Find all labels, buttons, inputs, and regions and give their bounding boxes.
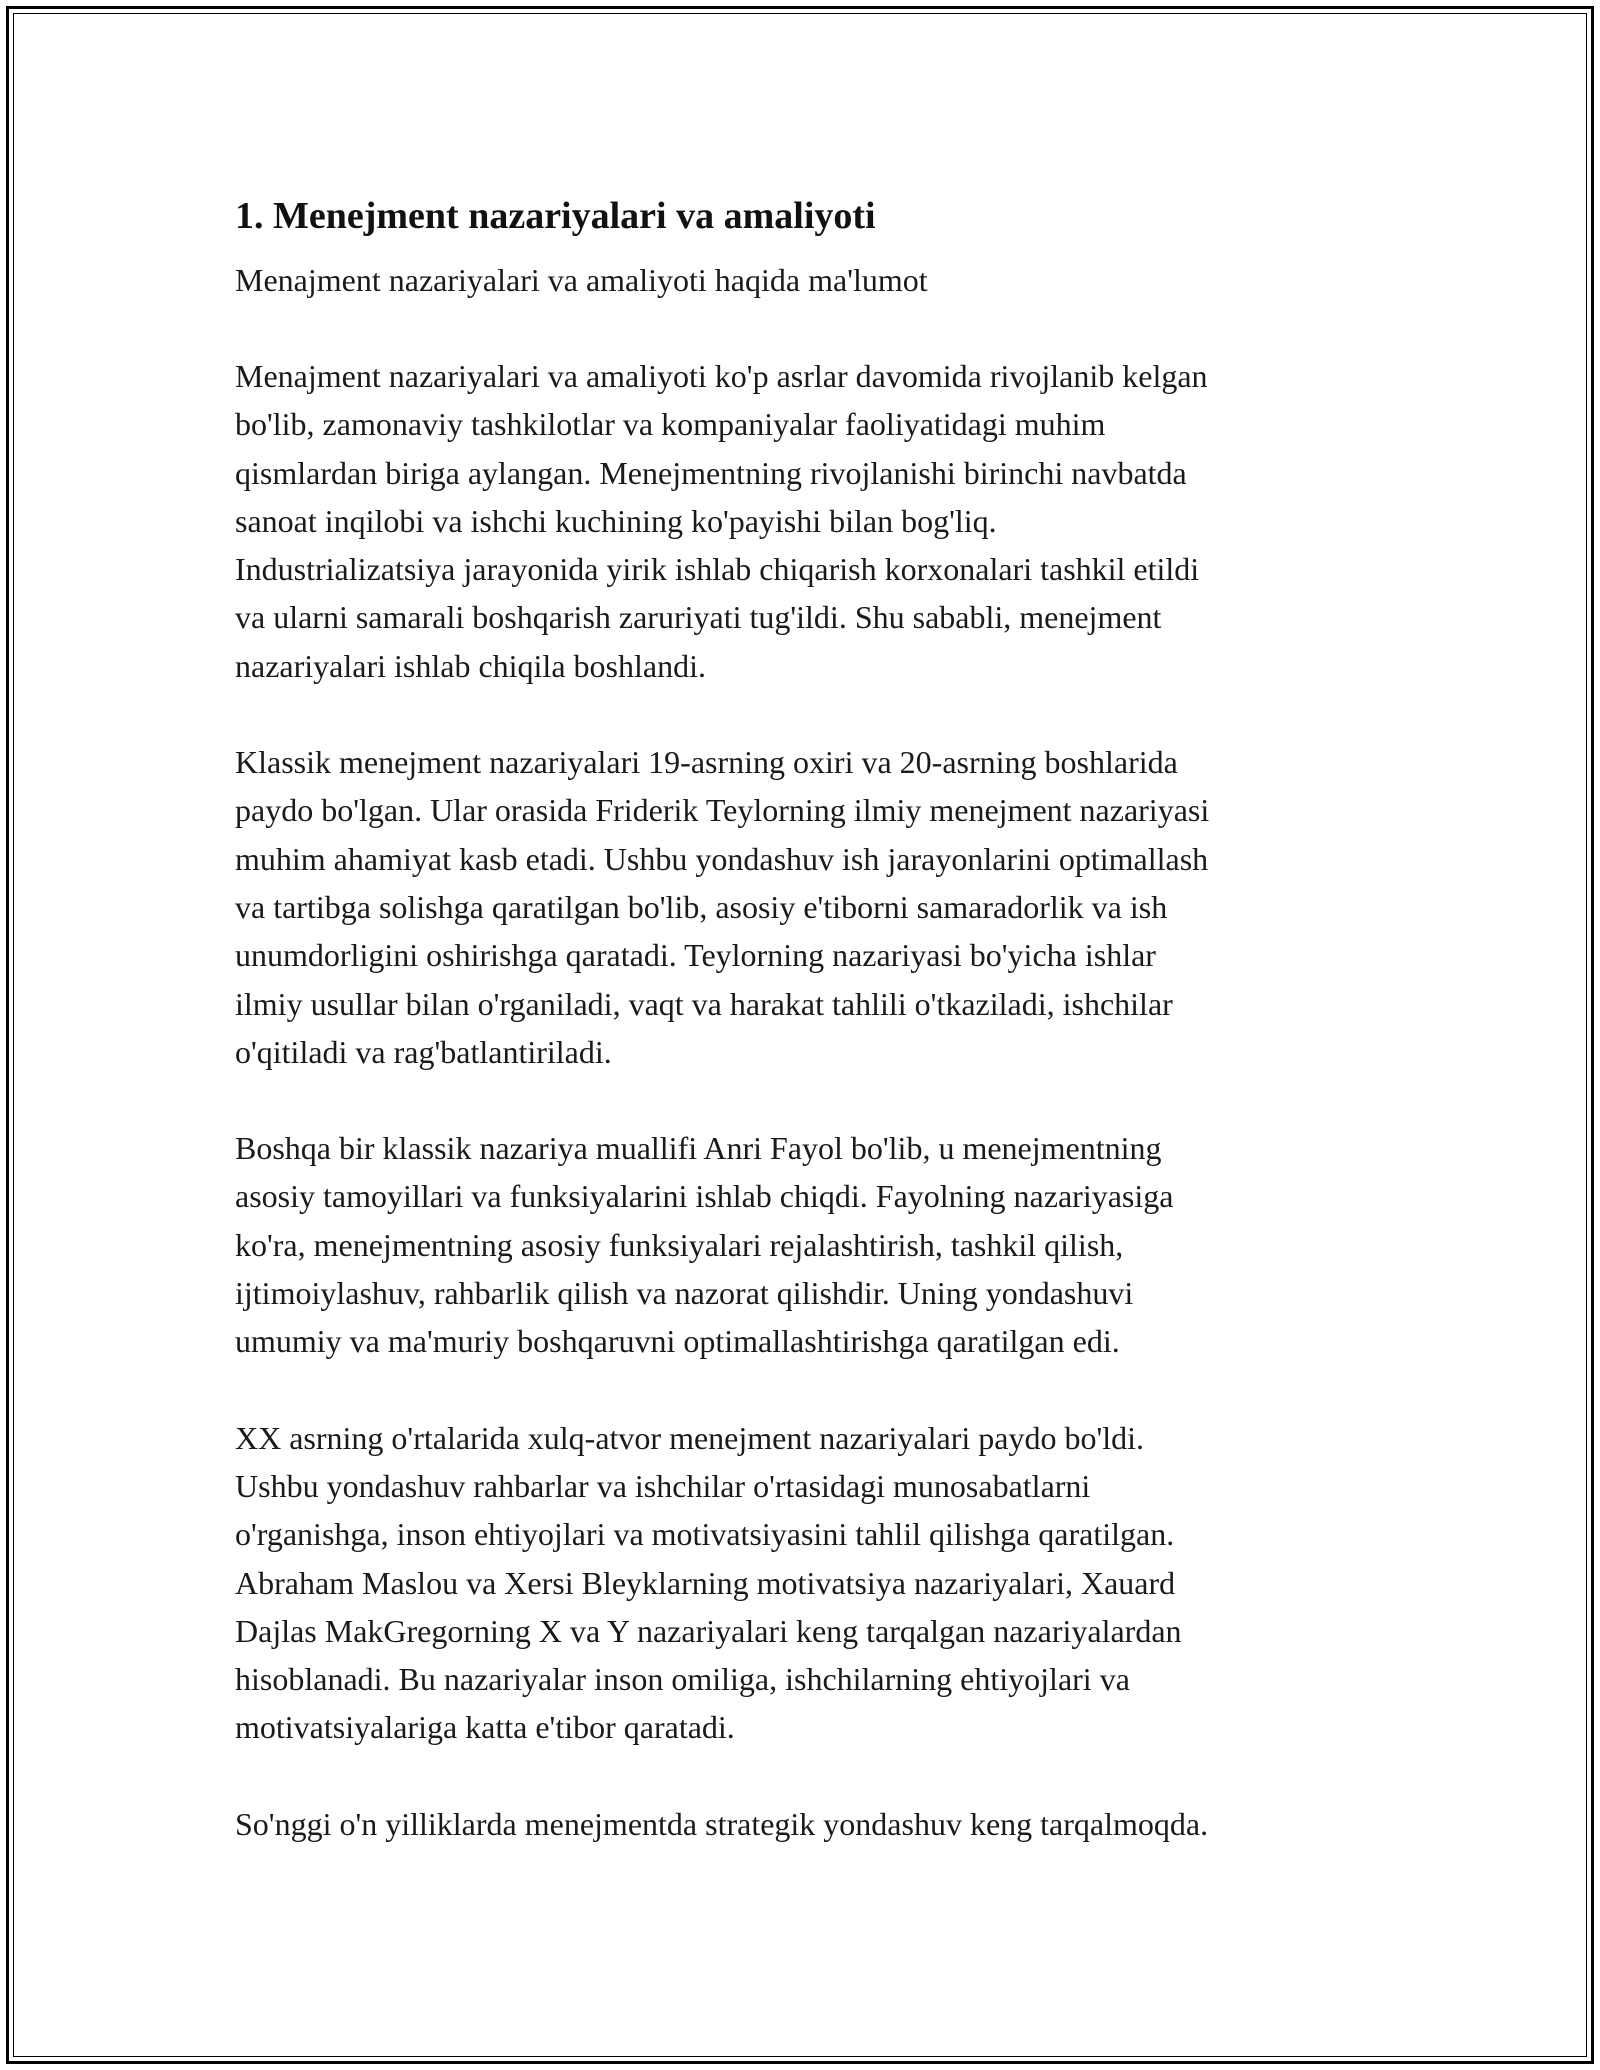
- document-subtitle: Menajment nazariyalari va amaliyoti haqida ma'lumot: [235, 262, 928, 298]
- paragraph-3: Boshqa bir klassik nazariya muallifi Anri Fayol bo'lib, u menejmentning asosiy tamoyillari va funksiyalarini ishlab chiqdi. Fayolning nazariyasiga ko'ra, menejmentning asosiy funksiyalari rejalashtirish, tashkil qilish, ijtimoiylashuv, rahbarlik qilish va nazorat qilishdir. Uning yondashuvi umumiy va ma'muriy boshqaruvni optimallashtirishga qaratilgan edi.: [235, 1130, 1174, 1360]
- paragraph-4: XX asrning o'rtalarida xulq-atvor menejment nazariyalari paydo bo'ldi. Ushbu yondashuv rahbarlar va ishchilar o'rtasidagi munosabatlarni o'rganishga, inson ehtiyojlari va motivatsiyasini tahlil qilishga qaratilgan. Abraham Maslou va Xersi Bleyklarning motivatsiya nazariyalari, Xauard Dajlas MakGregorning X va Y nazariyalari keng tarqalgan nazariyalardan hisoblanadi. Bu nazariyalar inson omiliga, ishchilarning ehtiyojlari va motivatsiyalariga katta e'tibor qaratadi.: [235, 1419, 1182, 1746]
- document-body: [235, 190, 1365, 1848]
- paragraph-1: Menajment nazariyalari va amaliyoti ko'p asrlar davomida rivojlanib kelgan bo'lib, zamonaviy tashkilotlar va kompaniyalar faoliyatidagi muhim qismlardan biriga aylangan. Menejmentning rivojlanishi birinchi navbatda sanoat inqilobi va ishchi kuchining ko'payishi bilan bog'liq. Industrializatsiya jarayonida yirik ishlab chiqarish korxonalari tashkil etildi va ularni samarali boshqarish zaruriyati tug'ildi. Shu sababli, menejment nazariyalari ishlab chiqila boshlandi.: [235, 358, 1208, 684]
- paragraph-5: So'nggi o'n yilliklarda menejmentda strategik yondashuv keng tarqalmoqda.: [235, 1805, 1209, 1842]
- document-title: 1. Menejment nazariyalari va amaliyoti: [235, 195, 876, 237]
- paragraph-2: Klassik menejment nazariyalari 19-asrning oxiri va 20-asrning boshlarida paydo bo'lgan. Ular orasida Friderik Teylorning ilmiy menejment nazariyasi muhim ahamiyat kasb etadi. Ushbu yondashuv ish jarayonlarini optimallash va tartibga solishga qaratilgan bo'lib, asosiy e'tiborni samaradorlik va ish unumdorligini oshirishga qaratadi. Teylorning nazariyasi bo'yicha ishlar ilmiy usullar bilan o'rganiladi, vaqt va harakat tahlili o'tkaziladi, ishchilar o'qitiladi va rag'batlantiriladi.: [235, 744, 1210, 1070]
